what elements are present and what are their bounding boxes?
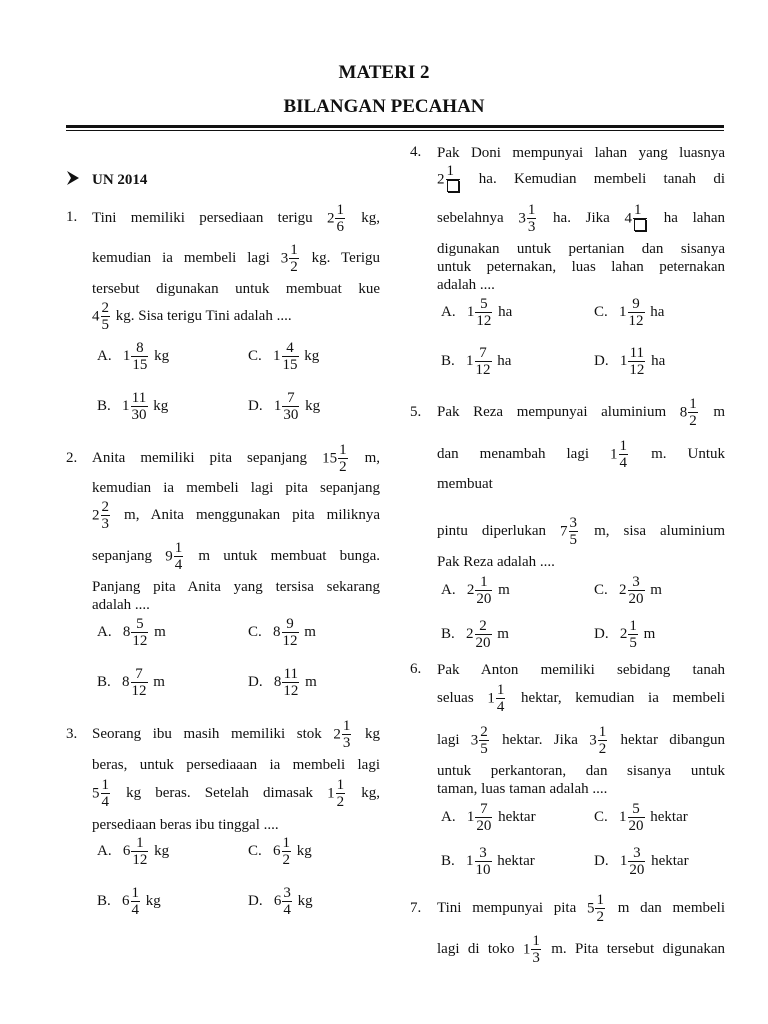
mixed-fraction: 4 1 <box>625 210 650 226</box>
option-a[interactable]: A. 6 $\frac{1}{12}$ kg <box>97 835 170 868</box>
question-text-line: lagi di toko 1 $\frac{1}{3}$ m. Pita tersebut digunakan <box>437 933 726 967</box>
option-d[interactable]: D. 1 $\frac{7}{30}$ kg <box>248 390 321 423</box>
question-text-line: Anita memiliki pita sepanjang 15 $\frac{1}{2}$ m, <box>92 442 381 476</box>
mixed-fraction: 3 $\frac{1}{2}$ <box>589 724 607 758</box>
option-a[interactable]: A. 1 $\frac{5}{12}$ ha <box>441 296 513 329</box>
question-text-line: Seorang ibu masih memiliki stok 2 $\frac{1}{3}$ kg <box>92 718 381 752</box>
question-number: 6. <box>410 661 422 677</box>
mixed-fraction: 3 $\frac{2}{5}$ <box>470 724 488 758</box>
option-a[interactable]: A. 8 $\frac{5}{12}$ m <box>97 616 166 649</box>
option-c[interactable]: C. 8 $\frac{9}{12}$ m <box>248 616 316 649</box>
broken-image-icon <box>634 219 646 231</box>
mixed-fraction: 8 $\frac{1}{2}$ <box>679 396 697 430</box>
question-text-line: membuat <box>437 476 493 492</box>
option-c[interactable]: C. 2 $\frac{3}{20}$ m <box>594 574 662 607</box>
question-text-line: sebelahnya 3 $\frac{1}{3}$ ha. Jika 4 1 ha lahan <box>437 202 726 236</box>
mixed-fraction: 4 $\frac{2}{5}$ <box>92 300 109 334</box>
mixed-fraction: 15 $\frac{1}{2}$ <box>322 442 347 476</box>
option-a[interactable]: A. 2 $\frac{1}{20}$ m <box>441 574 510 607</box>
page-title: MATERI 2 <box>338 62 430 83</box>
option-d[interactable]: D. 8 $\frac{11}{12}$ m <box>248 666 317 699</box>
option-d[interactable]: D. 1 $\frac{11}{12}$ ha <box>594 345 666 378</box>
question-text-line: untuk perkantoran, dan sisanya untuk <box>437 763 725 779</box>
question-text-line: dan menambah lagi 1 $\frac{1}{4}$ m. Untuk <box>437 438 726 472</box>
mixed-fraction: 1 $\frac{1}{3}$ <box>522 933 540 967</box>
mixed-fraction: 1 $\frac{1}{4}$ <box>610 438 628 472</box>
option-b[interactable]: B. 1 $\frac{7}{12}$ ha <box>441 345 512 378</box>
option-b[interactable]: B. 1 $\frac{11}{30}$ kg <box>97 390 169 423</box>
mixed-fraction: 2 $\frac{1}{6}$ <box>326 202 344 236</box>
page-subtitle: BILANGAN PECAHAN <box>283 96 485 117</box>
question-number: 5. <box>410 404 422 420</box>
option-a[interactable]: A. 1 $\frac{7}{20}$ hektar <box>441 801 536 834</box>
question-text-line: pintu diperlukan 7 $\frac{3}{5}$ m, sisa aluminium <box>437 515 726 549</box>
mixed-fraction: 2 $\frac{2}{3}$ <box>92 499 109 533</box>
mixed-fraction: 1 $\frac{1}{4}$ <box>487 682 505 716</box>
mixed-fraction: 3 $\frac{1}{2}$ <box>280 242 298 276</box>
mixed-fraction: 7 $\frac{3}{5}$ <box>560 515 578 549</box>
question-text-line: taman, luas taman adalah .... <box>437 781 608 797</box>
option-c[interactable]: C. 1 $\frac{9}{12}$ ha <box>594 296 665 329</box>
option-b[interactable]: B. 8 $\frac{7}{12}$ m <box>97 666 165 699</box>
question-text-line: Tini mempunyai pita 5 $\frac{1}{2}$ m dan membeli <box>437 892 725 926</box>
question-text-line: sepanjang 9 $\frac{1}{4}$ m untuk membuat bunga. <box>92 540 381 574</box>
question-text-line: Pak Reza mempunyai aluminium 8 $\frac{1}{2}$ m <box>437 396 726 430</box>
option-a[interactable]: A. 1 $\frac{8}{15}$ kg <box>97 340 170 373</box>
option-b[interactable]: B. 6 $\frac{1}{4}$ kg <box>97 885 161 918</box>
question-text-line: Panjang pita Anita yang tersisa sekarang <box>92 579 380 595</box>
option-c[interactable]: C. 1 $\frac{5}{20}$ hektar <box>594 801 688 834</box>
question-text-line: kemudian ia membeli lagi 3 $\frac{1}{2}$ kg. Terigu <box>92 242 380 276</box>
title-rule-thick <box>66 125 724 128</box>
question-text-line: untuk peternakan, luas lahan peternakan <box>437 259 725 275</box>
question-number: 2. <box>66 450 78 466</box>
question-number: 1. <box>66 209 78 225</box>
option-b[interactable]: B. 2 $\frac{2}{20}$ m <box>441 618 509 651</box>
question-text-line: Tini memiliki persediaan terigu 2 $\frac{1}{6}$ kg, <box>92 202 380 236</box>
question-text-line: digunakan untuk pertanian dan sisanya <box>437 241 725 257</box>
question-text-line: 2 1 ha. Kemudian membeli tanah di <box>437 161 725 198</box>
question-text-line: adalah .... <box>437 277 495 293</box>
question-text-line: Pak Doni mempunyai lahan yang luasnya <box>437 145 725 161</box>
mixed-fraction: 2 $\frac{1}{3}$ <box>333 718 351 752</box>
option-d[interactable]: D. 2 $\frac{1}{5}$ m <box>594 618 656 651</box>
question-text-line: 5 $\frac{1}{4}$ kg beras. Setelah dimasak 1 $\frac{1}{2}$ kg, <box>92 777 381 811</box>
question-number: 3. <box>66 726 78 742</box>
question-text-line: seluas 1 $\frac{1}{4}$ hektar, kemudian ia membeli <box>437 682 726 716</box>
mixed-fraction: 5 $\frac{1}{4}$ <box>92 777 109 811</box>
question-text-line: kemudian ia membeli lagi pita sepanjang <box>92 480 380 496</box>
mixed-fraction: 1 $\frac{1}{2}$ <box>327 777 345 811</box>
question-text-line: tersebut digunakan untuk membuat kue <box>92 281 380 297</box>
title-rule-thin <box>66 130 724 131</box>
question-text-line: 2 $\frac{2}{3}$ m, Anita menggunakan pita miliknya <box>92 499 380 533</box>
question-text-line: persediaan beras ibu tinggal .... <box>92 817 279 833</box>
mixed-fraction: 2 1 <box>437 171 462 187</box>
question-text-line: adalah .... <box>92 597 150 613</box>
question-text-line: beras, untuk persediaaan ia membeli lagi <box>92 757 380 773</box>
question-text-line: lagi 3 $\frac{2}{5}$ hektar. Jika 3 $\frac{1}{2}$ hektar dibangun <box>437 724 726 758</box>
mixed-fraction: 3 $\frac{1}{3}$ <box>518 202 536 236</box>
question-text-line: 4 $\frac{2}{5}$ kg. Sisa terigu Tini adalah .... <box>92 300 292 334</box>
option-c[interactable]: C. 1 $\frac{4}{15}$ kg <box>248 340 320 373</box>
arrow-bullet-icon <box>66 170 80 191</box>
section-heading: UN 2014 <box>92 172 148 188</box>
option-d[interactable]: D. 6 $\frac{3}{4}$ kg <box>248 885 313 918</box>
question-text-line: Pak Anton memiliki sebidang tanah <box>437 662 725 678</box>
option-c[interactable]: C. 6 $\frac{1}{2}$ kg <box>248 835 312 868</box>
mixed-fraction: 5 $\frac{1}{2}$ <box>586 892 604 926</box>
mixed-fraction: 9 $\frac{1}{4}$ <box>165 540 183 574</box>
option-d[interactable]: D. 1 $\frac{3}{20}$ hektar <box>594 845 689 878</box>
question-text-line: Pak Reza adalah .... <box>437 554 555 570</box>
broken-image-icon <box>447 180 459 192</box>
question-number: 7. <box>410 900 422 916</box>
option-b[interactable]: B. 1 $\frac{3}{10}$ hektar <box>441 845 535 878</box>
question-number: 4. <box>410 144 422 160</box>
